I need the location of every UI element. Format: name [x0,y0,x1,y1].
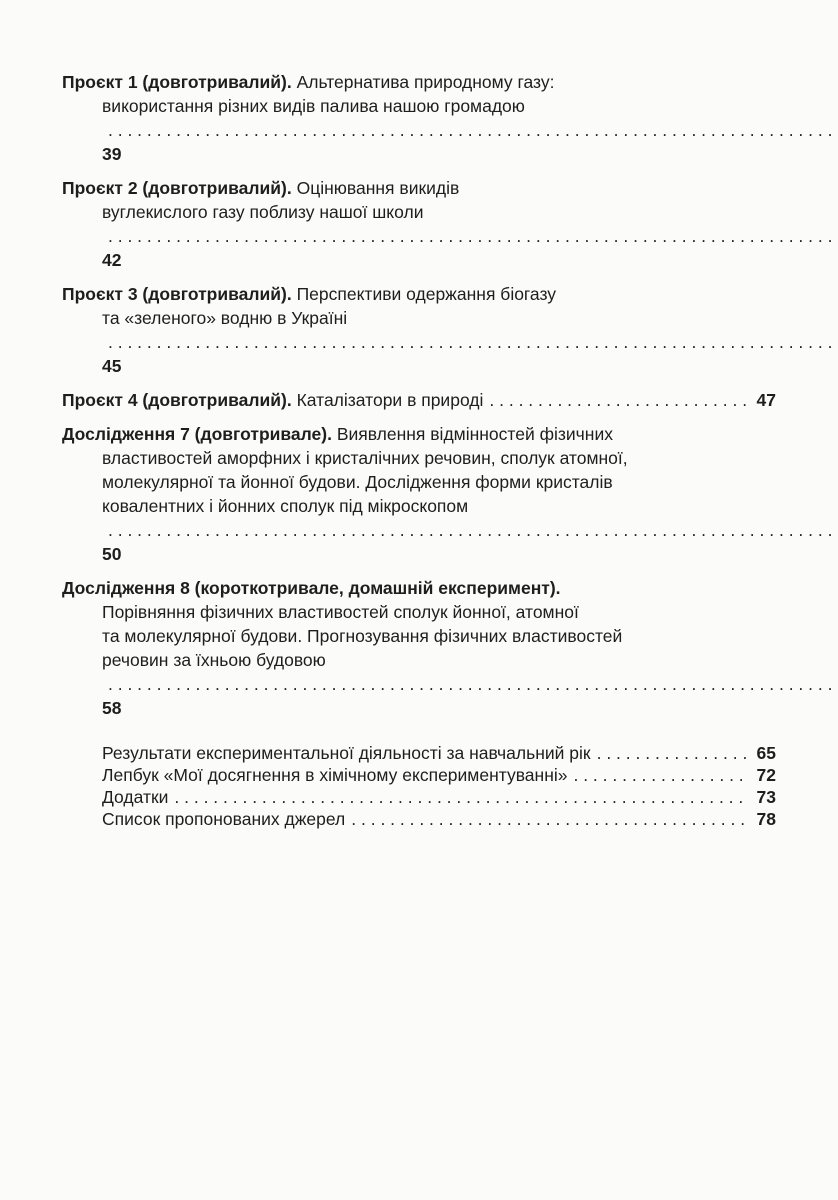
entry-title: Додатки [102,787,169,807]
entry-title-end: вуглекислого газу поблизу нашої школи [102,202,424,222]
page-number: 65 [756,743,776,763]
leader-dots [108,332,838,352]
page-number: 45 [102,356,122,376]
page-number: 50 [102,544,122,564]
toc-entry-project-2[interactable] [62,176,776,272]
toc-entry-project-4[interactable] [62,388,776,412]
entry-title-end: ковалентних і йонних сполук під мікроскопом [102,496,469,516]
toc-entry-project-3[interactable] [62,282,776,378]
entry-heading: Проєкт 2 (довготривалий). [62,178,292,198]
leader-dots [108,120,838,140]
leader-dots [108,520,838,540]
page-number: 78 [756,809,776,829]
entry-heading: Проєкт 4 (довготривалий). [62,390,292,410]
table-of-contents [62,70,776,830]
entry-title-line: властивостей аморфних і кристалічних речовин, сполук атомної, [102,448,628,468]
toc-entry-research-8[interactable] [62,576,776,720]
toc-entry-project-1[interactable] [62,70,776,166]
leader-dots [597,742,748,764]
entry-title-line: та молекулярної будови. Прогнозування фізичних властивостей [102,626,623,646]
entry-title-end: та «зеленого» водню в Україні [102,308,348,328]
entry-title-start: Оцінювання викидів [291,178,460,198]
leader-dots [351,808,748,830]
entry-title-end: використання різних видів палива нашою громадою [102,96,525,116]
entry-title-start: Перспективи одержання біогазу [291,284,557,304]
leader-dots [489,388,748,412]
toc-entry-results[interactable] [62,742,776,764]
page-number: 47 [756,390,776,410]
entry-title-line: Порівняння фізичних властивостей сполук йонної, атомної [102,602,579,622]
entry-title-start: Альтернатива природному газу: [291,72,555,92]
entry-heading: Дослідження 8 (короткотривале, домашній експеримент). [62,578,561,598]
toc-entry-lapbook[interactable] [62,764,776,786]
entry-title-line: молекулярної та йонної будови. Дослідження форми кристалів [102,472,613,492]
entry-heading: Проєкт 1 (довготривалий). [62,72,292,92]
toc-entry-sources[interactable] [62,808,776,830]
entry-heading: Дослідження 7 (довготривале). [62,424,332,444]
entry-title: Каталізатори в природі [291,390,484,410]
leader-dots [573,764,748,786]
leader-dots [108,674,838,694]
entry-title-end: речовин за їхньою будовою [102,650,326,670]
page-number: 72 [756,765,776,785]
entry-title: Лепбук «Мої досягнення в хімічному експериментуванні» [102,765,568,785]
leader-dots [174,786,748,808]
page-number: 58 [102,698,122,718]
page-number: 39 [102,144,122,164]
entry-title: Список пропонованих джерел [102,809,346,829]
toc-entry-research-7[interactable] [62,422,776,566]
toc-entry-appendices[interactable] [62,786,776,808]
entry-heading: Проєкт 3 (довготривалий). [62,284,292,304]
entry-title: Результати експериментальної діяльності за навчальний рік [102,743,591,763]
page-number: 73 [756,787,776,807]
page-number: 42 [102,250,122,270]
entry-title-start: Виявлення відмінностей фізичних [331,424,613,444]
leader-dots [108,226,838,246]
